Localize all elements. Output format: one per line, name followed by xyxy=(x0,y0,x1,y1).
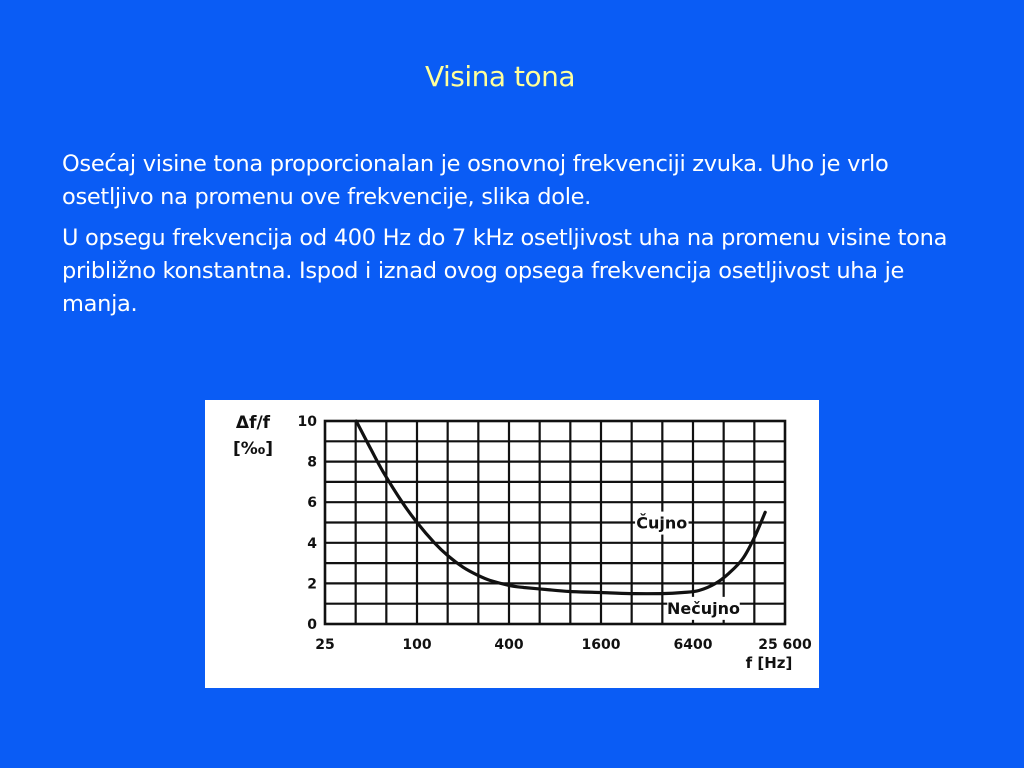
x-tick-label: 25 600 xyxy=(758,637,812,653)
y-tick-label: 10 xyxy=(297,414,317,430)
x-axis-label: f [Hz] xyxy=(745,654,793,672)
paragraph-2: U opsegu frekvencija od 400 Hz do 7 kHz osetljivost uha na promenu visine tona približno konstantna. Ispod i iznad ovog opsega frekvencija osetljivost uha je manja. xyxy=(62,225,948,317)
x-tick-label: 400 xyxy=(494,637,524,653)
y-tick-label: 8 xyxy=(307,454,317,471)
y-axis-label-line1: Δf/f xyxy=(235,413,271,433)
y-tick-label: 0 xyxy=(307,617,317,633)
y-tick-labels xyxy=(298,414,318,633)
x-tick-label: 25 xyxy=(315,637,335,653)
paragraph-1: Osećaj visine tona proporcionalan je osnovnoj frekvenciji zvuka. Uho je vrlo osetljivo na promenu ove frekvencije, slika dole. xyxy=(62,151,889,210)
slide-body xyxy=(62,148,972,329)
x-tick-label: 6400 xyxy=(673,637,713,653)
annotation-label: Čujno xyxy=(636,513,688,533)
annotation-label: Nečujno xyxy=(667,598,741,618)
chart-grid xyxy=(325,421,785,624)
x-tick-label: 100 xyxy=(402,637,432,653)
x-tick-labels xyxy=(315,637,812,653)
pitch-sensitivity-figure xyxy=(205,400,819,688)
y-tick-label: 6 xyxy=(307,495,317,512)
y-axis-label-line2: [‰] xyxy=(232,439,274,459)
y-tick-label: 4 xyxy=(307,535,317,552)
x-tick-label: 1600 xyxy=(581,637,621,653)
slide-title: Visina tona xyxy=(424,60,575,93)
y-tick-label: 2 xyxy=(307,576,317,593)
pitch-sensitivity-chart xyxy=(205,400,819,688)
